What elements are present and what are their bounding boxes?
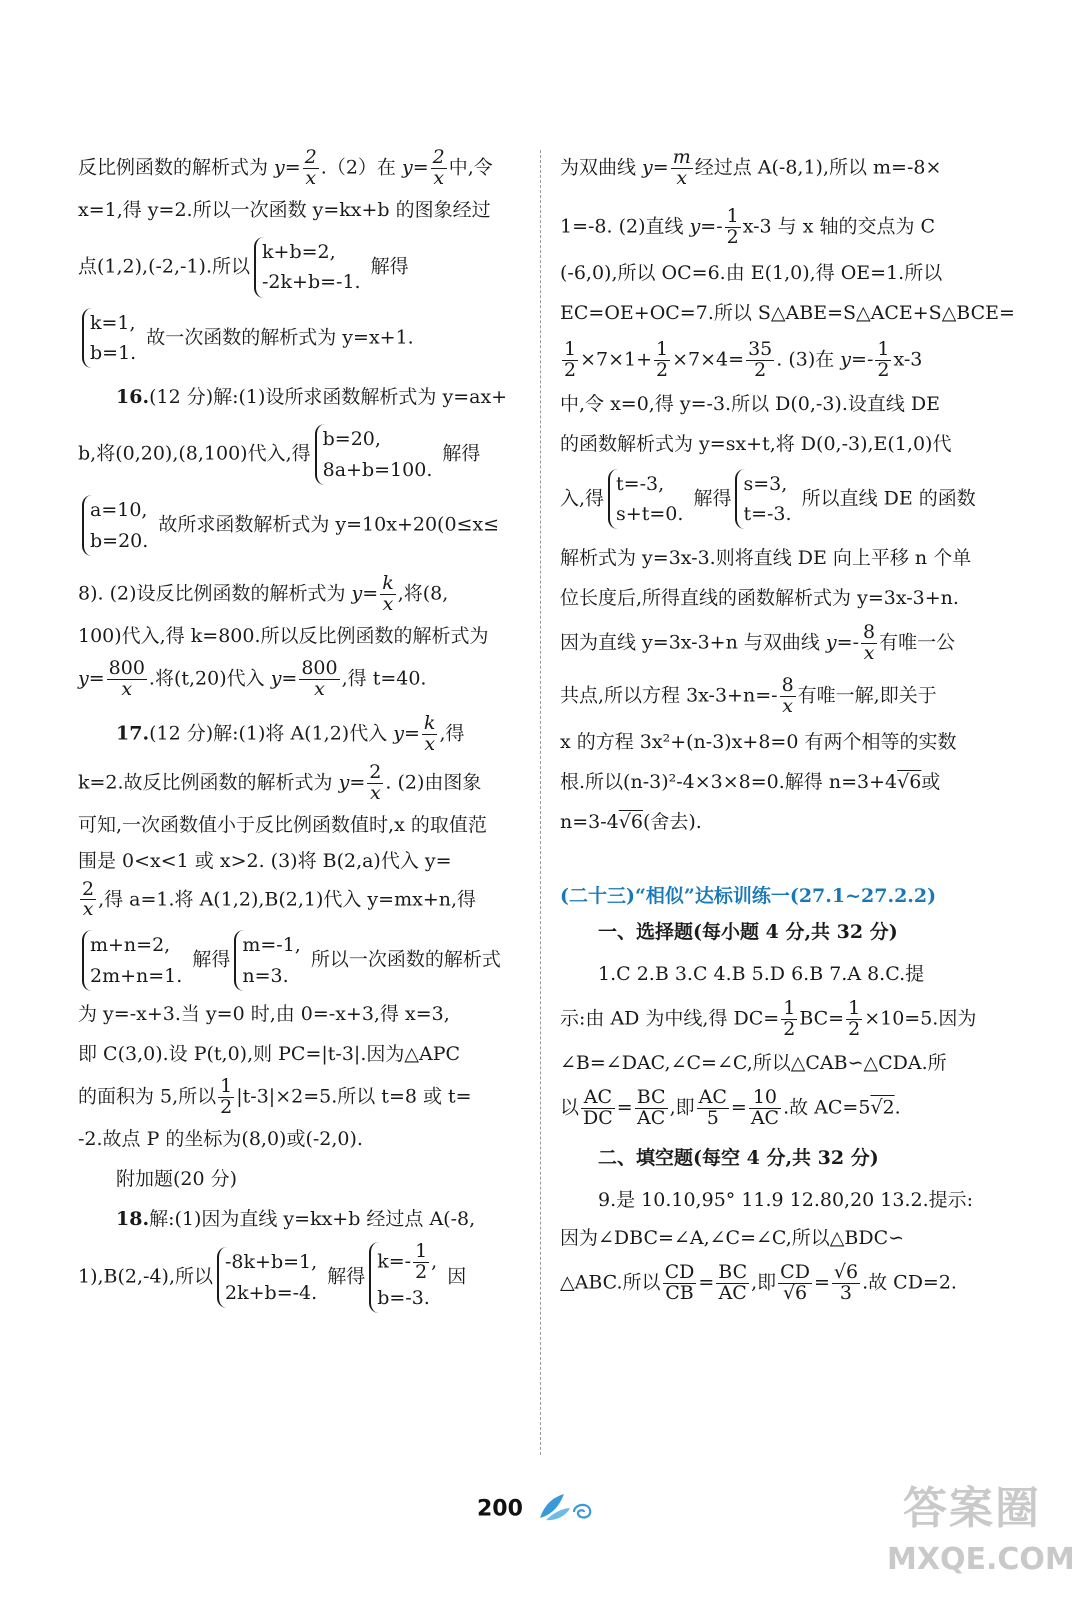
question-16: 16.(12 分)解:(1)设所求函数解析式为 y=ax+	[116, 386, 508, 409]
answer-line: 9.是 10.10,95° 11.9 12.80,20 13.2.提示:	[598, 1188, 974, 1211]
text-line: 1),B(2,-4),所以 -8k+b=1, 2k+b=-4. 解得 k=- $\frac{1}{2}$ , b=-3. 因	[78, 1242, 520, 1313]
equation-system: a=10, b=20.	[82, 495, 148, 556]
text-line: k=2.故反比例函数的解析式为 y= $\frac{2}{x}$ . (2)由图象	[78, 760, 482, 804]
text-line: 为双曲线 y= $\frac{m}{x}$ 经过点 A(-8,1),所以 m=-8×	[560, 146, 942, 189]
text-line: 以 $\frac{AC}{DC}$ = $\frac{BC}{AC}$ ,即 $\frac{AC}{5}$ = $\frac{10}{AC}$ .故 AC=5√2.	[560, 1086, 901, 1129]
fraction: $\frac{1}{2}$	[726, 204, 739, 248]
fraction: $\frac{CD}{√6}$	[780, 1260, 810, 1304]
left-column	[78, 148, 520, 1313]
watermark	[887, 1478, 1075, 1598]
text-line: 100)代入,得 k=800.所以反比例函数的解析式为	[78, 624, 489, 647]
fraction: $\frac{BC}{AC}$	[636, 1086, 666, 1129]
subsection-heading: 二、填空题(每空 4 分,共 32 分)	[598, 1146, 879, 1169]
text-line: 中,令 x=0,得 y=-3.所以 D(0,-3).设直线 DE	[560, 392, 941, 415]
fraction: $\frac{m}{x}$	[672, 146, 691, 189]
fraction: $\frac{2}{x}$	[82, 877, 95, 921]
fraction: $\frac{1}{2}$	[220, 1075, 233, 1119]
fraction: $\frac{1}{2}$	[877, 337, 890, 381]
fraction: $\frac{2}{x}$	[304, 146, 317, 189]
text-line: 共点,所以方程 3x-3+n=- $\frac{8}{x}$ 有唯一解,即关于	[560, 674, 937, 718]
text-line: 即 C(3,0).设 P(t,0),则 PC=|t-3|.因为△APC	[78, 1043, 461, 1066]
fraction: $\frac{1}{2}$	[848, 997, 861, 1041]
fraction: $\frac{1}{2}$	[783, 997, 796, 1041]
text-line: 可知,一次函数值小于反比例函数值时,x 的取值范	[78, 813, 487, 836]
text-line: k=1, b=1. 故一次函数的解析式为 y=x+1.	[78, 308, 520, 369]
fraction: $\frac{2}{x}$	[432, 146, 445, 189]
right-column	[560, 146, 1015, 1304]
question-17: 17.(12 分)解:(1)将 A(1,2)代入 y= $\frac{k}{x}$ ,得	[116, 711, 465, 755]
fraction: $\frac{800}{x}$	[301, 656, 338, 700]
leaf-swirl-icon	[536, 1490, 598, 1528]
equation-system: m+n=2, 2m+n=1.	[82, 930, 182, 991]
fraction: $\frac{1}{2}$	[656, 337, 669, 381]
fraction: $\frac{2}{x}$	[369, 760, 382, 804]
extra-question-heading: 附加题(20 分)	[116, 1168, 238, 1191]
text-line: ∠B=∠DAC,∠C=∠C,所以△CAB∽△CDA.所	[560, 1052, 947, 1075]
text-line: 8). (2)设反比例函数的解析式为 y= $\frac{k}{x}$ ,将(8,	[78, 572, 449, 615]
text-line: n=3-4√6(舍去).	[560, 811, 702, 834]
text-line: 的函数解析式为 y=sx+t,将 D(0,-3),E(1,0)代	[560, 432, 952, 455]
text-line: 因为直线 y=3x-3+n 与双曲线 y=- $\frac{8}{x}$ 有唯一公	[560, 621, 956, 665]
equation-system: k+b=2, -2k+b=-1.	[254, 237, 361, 298]
text-line: 的面积为 5,所以 $\frac{1}{2}$ |t-3|×2=5.所以 t=8 或 t=	[78, 1075, 472, 1119]
column-divider	[540, 150, 541, 1455]
text-line: EC=OE+OC=7.所以 S△ABE=S△ACE+S△BCE=	[560, 301, 1015, 324]
subsection-heading: 一、选择题(每小题 4 分,共 32 分)	[598, 921, 898, 944]
text-line: $\frac{2}{x}$ ,得 a=1.将 A(1,2),B(2,1)代入 y=mx+n,得	[82, 877, 477, 921]
text-line: a=10, b=20. 故所求函数解析式为 y=10x+20(0≤x≤	[78, 495, 520, 556]
text-line: $\frac{1}{2}$ ×7×1+ $\frac{1}{2}$ ×7×4= $\frac{35}{2}$ . (3)在 y=- $\frac{1}{2}$ x-3	[564, 337, 923, 381]
fraction: $\frac{1}{2}$	[564, 337, 577, 381]
text-line: 为 y=-x+3.当 y=0 时,由 0=-x+3,得 x=3,	[78, 1003, 450, 1026]
text-line: 点(1,2),(-2,-1).所以 k+b=2, -2k+b=-1. 解得	[78, 237, 520, 298]
text-line: 反比例函数的解析式为 y= $\frac{2}{x}$ .（2）在 y= $\frac{2}{x}$ 中,令	[78, 146, 493, 189]
fraction: $\frac{35}{2}$	[748, 337, 773, 381]
text-line: m+n=2, 2m+n=1. 解得 m=-1, n=3. 所以一次函数的解析式	[78, 930, 520, 991]
equation-system: m=-1, n=3.	[234, 930, 300, 991]
section-title: (二十三)“相似”达标训练一(27.1~27.2.2)	[560, 885, 937, 908]
equation-system: k=1, b=1.	[82, 308, 136, 369]
text-line: x=1,得 y=2.所以一次函数 y=kx+b 的图象经过	[78, 198, 491, 221]
text-line: y= $\frac{800}{x}$ .将(t,20)代入 y= $\frac{800}{x}$ ,得 t=40.	[78, 656, 427, 700]
text-line: 位长度后,所得直线的函数解析式为 y=3x-3+n.	[560, 587, 959, 610]
fraction: $\frac{CD}{CB}$	[664, 1260, 695, 1304]
fraction: $\frac{10}{AC}$	[750, 1086, 780, 1129]
answer-line: 1.C 2.B 3.C 4.B 5.D 6.B 7.A 8.C.提	[598, 963, 925, 986]
text-line: △ABC.所以 $\frac{CD}{CB}$ = $\frac{BC}{AC}$ ,即 $\frac{CD}{√6}$ = $\frac{√6}{3}$ .故 CD=2.	[560, 1260, 957, 1304]
text-line: 根.所以(n-3)²-4×3×8=0.解得 n=3+4√6或	[560, 771, 941, 794]
watermark-text: 答案圈	[903, 1483, 1041, 1534]
text-line: 入,得 t=-3, s+t=0. 解得 s=3, t=-3. 所以直线 DE 的函数	[560, 469, 1005, 530]
fraction: $\frac{k}{x}$	[423, 711, 436, 755]
fraction: $\frac{AC}{DC}$	[583, 1086, 613, 1129]
fraction: $\frac{√6}{3}$	[833, 1260, 859, 1304]
text-line: x 的方程 3x²+(n-3)x+8=0 有两个相等的实数	[560, 731, 957, 754]
fraction: $\frac{8}{x}$	[863, 621, 876, 665]
watermark-url: MXQE.COM	[887, 1542, 1075, 1577]
fraction: $\frac{BC}{AC}$	[718, 1260, 748, 1304]
equation-system: t=-3, s+t=0.	[608, 469, 683, 530]
fraction: $\frac{1}{2}$	[415, 1240, 428, 1283]
fraction: $\frac{800}{x}$	[108, 656, 145, 700]
equation-system: s=3, t=-3.	[735, 469, 791, 530]
text-line: 围是 0<x<1 或 x>2. (3)将 B(2,a)代入 y=	[78, 849, 452, 872]
equation-system: b=20, 8a+b=100.	[315, 424, 433, 485]
question-18: 18.解:(1)因为直线 y=kx+b 经过点 A(-8,	[116, 1208, 476, 1231]
text-line: b,将(0,20),(8,100)代入,得 b=20, 8a+b=100. 解得	[78, 424, 520, 485]
text-line: (-6,0),所以 OC=6.由 E(1,0),得 OE=1.所以	[560, 261, 943, 284]
text-line: 1=-8. (2)直线 y=- $\frac{1}{2}$ x-3 与 x 轴的交点为 C	[560, 204, 936, 248]
text-line: 因为∠DBC=∠A,∠C=∠C,所以△BDC∽	[560, 1226, 905, 1249]
fraction: $\frac{8}{x}$	[781, 674, 794, 718]
page-number: 200	[476, 1496, 523, 1522]
equation-system: k=- $\frac{1}{2}$ , b=-3.	[369, 1242, 437, 1313]
fraction: $\frac{k}{x}$	[382, 572, 394, 615]
equation-system: -8k+b=1, 2k+b=-4.	[217, 1247, 317, 1308]
text-line: -2.故点 P 的坐标为(8,0)或(-2,0).	[78, 1128, 363, 1151]
text-line: 示:由 AD 为中线,得 DC= $\frac{1}{2}$ BC= $\frac{1}{2}$ ×10=5.因为	[560, 997, 977, 1041]
text-line: 解析式为 y=3x-3.则将直线 DE 向上平移 n 个单	[560, 547, 972, 570]
fraction: $\frac{AC}{5}$	[698, 1086, 727, 1129]
